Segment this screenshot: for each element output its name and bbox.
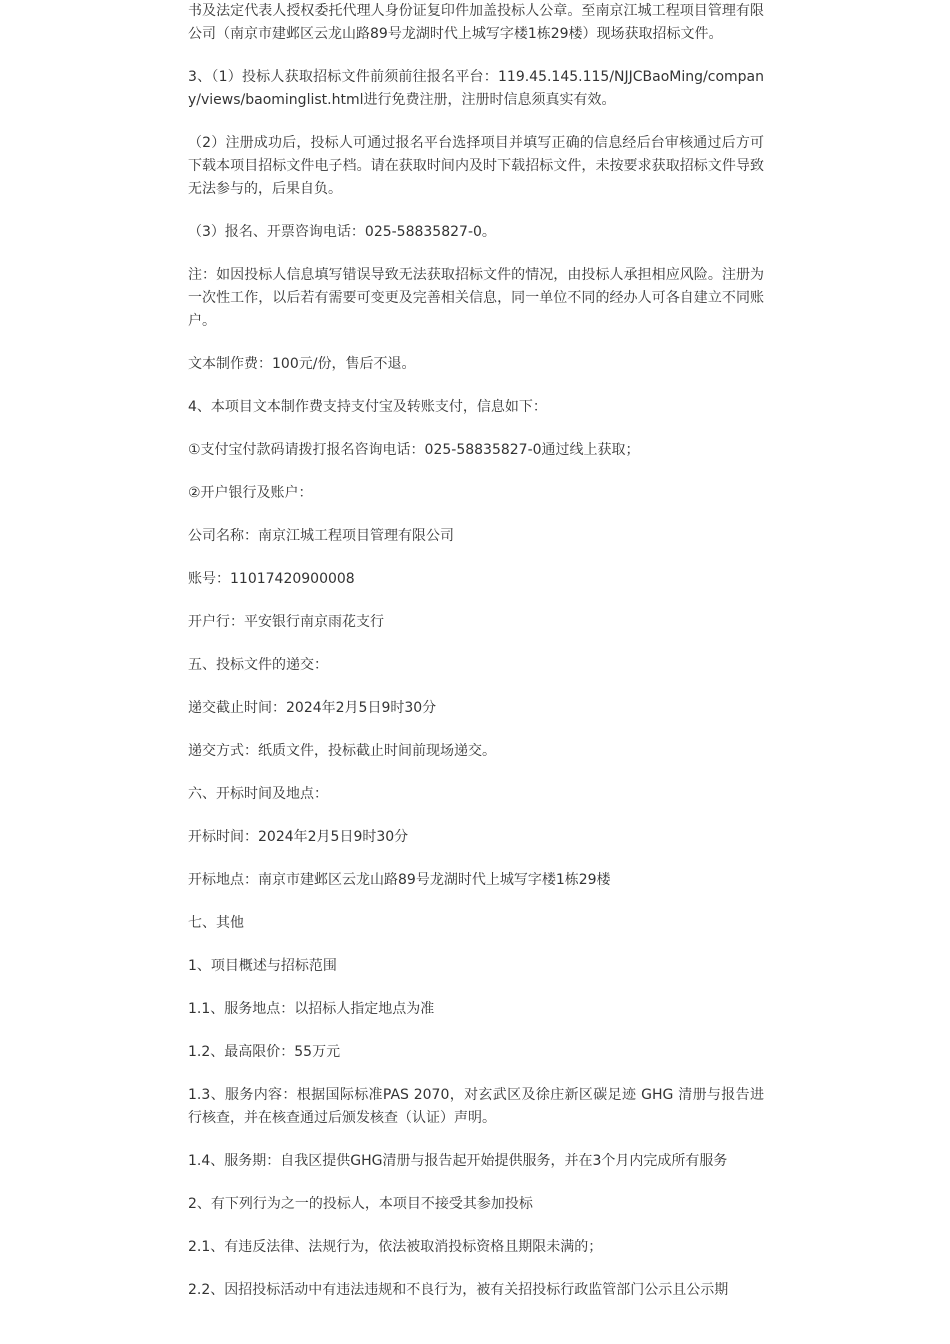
paragraph-max-price: 1.2、最高限价：55万元 [188, 1044, 341, 1060]
paragraph-submission-method: 递交方式：纸质文件，投标截止时间前现场递交。 [188, 743, 496, 759]
paragraph-opening-time: 开标时间：2024年2月5日9时30分 [188, 829, 409, 845]
paragraph-bank-account-heading: ②开户银行及账户： [188, 485, 313, 501]
section-heading-other: 七、其他 [188, 915, 244, 931]
paragraph-registration-platform: 3、（1）投标人获取招标文件前须前往报名平台：119.45.145.115/NJJCBaoMing/company/views/baominglist.html进行免费注册，注册时信息须真实有效。 [188, 69, 764, 108]
paragraph-service-content: 1.3、服务内容：根据国际标准PAS 2070，对玄武区及徐庄新区碳足迹 GHG 清册与报告进行核查，并在核查通过后颁发核查（认证）声明。 [188, 1087, 764, 1126]
paragraph-company-name: 公司名称：南京江城工程项目管理有限公司 [188, 528, 454, 544]
paragraph-exclusions: 2、有下列行为之一的投标人，本项目不接受其参加投标 [188, 1196, 533, 1212]
paragraph-submission-deadline: 递交截止时间：2024年2月5日9时30分 [188, 700, 437, 716]
paragraph-alipay: ①支付宝付款码请拨打报名咨询电话：025-58835827-0通过线上获取； [188, 442, 640, 458]
paragraph-account-number: 账号：11017420900008 [188, 571, 355, 587]
paragraph-project-overview: 1、项目概述与招标范围 [188, 958, 337, 974]
section-heading-bid-opening: 六、开标时间及地点： [188, 786, 328, 802]
paragraph-note: 注：如因投标人信息填写错误导致无法获取招标文件的情况，由投标人承担相应风险。注册为一次性工作，以后若有需要可变更及完善相关信息，同一单位不同的经办人可各自建立不同账户。 [188, 267, 764, 329]
paragraph-payment-methods: 4、本项目文本制作费支持支付宝及转账支付，信息如下： [188, 399, 547, 415]
paragraph-consult-phone: （3）报名、开票咨询电话：025-58835827-0。 [188, 224, 496, 240]
paragraph-bid-document-pickup: 书及法定代表人授权委托代理人身份证复印件加盖投标人公章。至南京江城工程项目管理有限公司（南京市建邺区云龙山路89号龙湖时代上城写字楼1栋29楼）现场获取招标文件。 [188, 3, 764, 42]
paragraph-exclusion-2-2: 2.2、因招投标活动中有违法违规和不良行为，被有关招投标行政监管部门公示且公示期 [188, 1282, 729, 1298]
paragraph-opening-location: 开标地点：南京市建邺区云龙山路89号龙湖时代上城写字楼1栋29楼 [188, 872, 611, 888]
paragraph-download-instructions: （2）注册成功后，投标人可通过报名平台选择项目并填写正确的信息经后台审核通过后方可下载本项目招标文件电子档。请在获取时间内及时下载招标文件，未按要求获取招标文件导致无法参与的，后果自负。 [188, 135, 764, 197]
article-body [188, 0, 764, 1322]
paragraph-service-period: 1.4、服务期：自我区提供GHG清册与报告起开始提供服务，并在3个月内完成所有服务 [188, 1153, 728, 1169]
paragraph-service-location: 1.1、服务地点：以招标人指定地点为准 [188, 1001, 435, 1017]
paragraph-exclusion-2-1: 2.1、有违反法律、法规行为，依法被取消投标资格且期限未满的； [188, 1239, 603, 1255]
paragraph-bank-branch: 开户行：平安银行南京雨花支行 [188, 614, 384, 630]
paragraph-document-fee: 文本制作费：100元/份，售后不退。 [188, 356, 416, 372]
section-heading-submission: 五、投标文件的递交： [188, 657, 328, 673]
